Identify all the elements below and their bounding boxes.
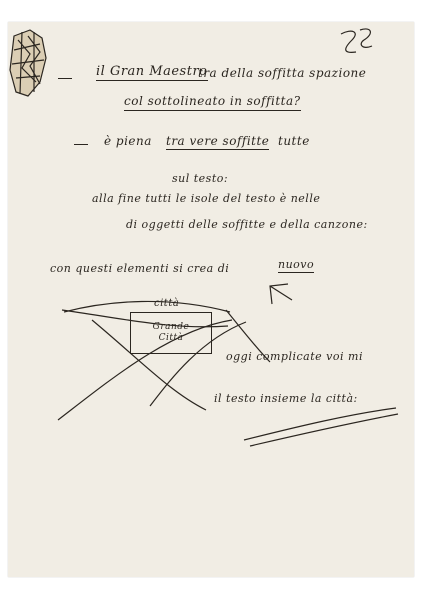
line-3a: è piena — [104, 134, 152, 148]
line-2: col sottolineato in soffitta? — [124, 94, 301, 111]
box-label-mid: Grande Città — [152, 322, 190, 343]
box-label-top: città — [154, 298, 180, 309]
line-1a: il Gran Maestro — [96, 64, 208, 79]
dash-1 — [58, 78, 72, 79]
line-6: di oggetti delle soffitte e della canzone: — [126, 218, 368, 231]
line-3b: tra vere soffitte — [166, 134, 270, 148]
dash-2 — [74, 144, 88, 145]
line-3c: tutte — [278, 134, 310, 148]
initials — [340, 26, 365, 45]
line-5: alla fine tutti le isole del testo è nelle — [92, 192, 321, 205]
line-1b: tra della soffitta spazione — [198, 66, 367, 80]
corner-sketch-icon — [10, 30, 46, 96]
line-7a: con questi elementi si crea di — [50, 262, 230, 275]
line-9: il testo insieme la città: — [214, 392, 358, 405]
line-7b: nuovo — [278, 258, 315, 271]
line-4: sul testo: — [172, 172, 229, 185]
crossed-diagram — [58, 284, 398, 446]
line-8: oggi complicate voi mi — [226, 350, 363, 363]
